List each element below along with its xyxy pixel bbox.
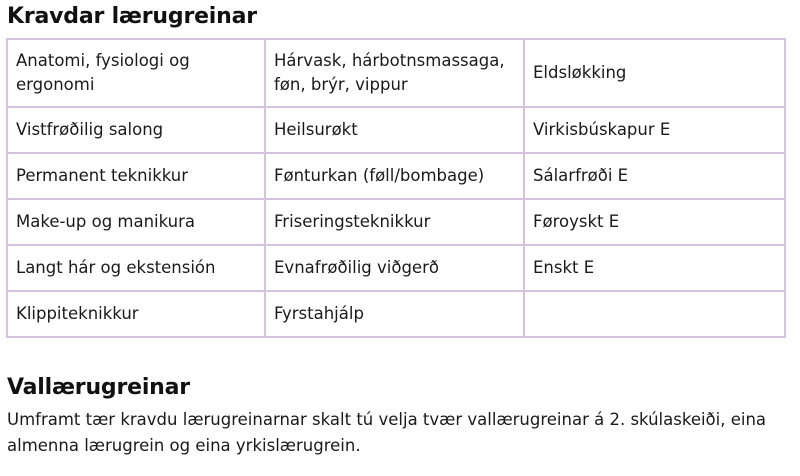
table-cell: Evnafrøðilig viðgerð	[265, 245, 524, 291]
table-cell: Virkisbúskapur E	[524, 107, 785, 153]
table-row	[7, 39, 785, 107]
table-cell: Hárvask, hárbotnsmassaga, føn, brýr, vippur	[265, 39, 524, 107]
table-cell: Enskt E	[524, 245, 785, 291]
table-row	[7, 291, 785, 337]
elective-subjects-heading: Vallærugreinar	[7, 375, 190, 400]
table-cell: Vistfrøðilig salong	[7, 107, 265, 153]
table-cell: Langt hár og ekstensión	[7, 245, 265, 291]
table-row	[7, 199, 785, 245]
table-cell: Fyrstahjálp	[265, 291, 524, 337]
table-cell	[524, 291, 785, 337]
table-cell: Sálarfrøði E	[524, 153, 785, 199]
table-cell: Fønturkan (føll/bombage)	[265, 153, 524, 199]
table-cell: Anatomi, fysiologi og ergonomi	[7, 39, 265, 107]
table-cell: Make-up og manikura	[7, 199, 265, 245]
table-cell: Eldsløkking	[524, 39, 785, 107]
required-subjects-heading: Kravdar lærugreinar	[7, 4, 257, 29]
table-cell: Føroyskt E	[524, 199, 785, 245]
table-cell: Friseringsteknikkur	[265, 199, 524, 245]
table-row	[7, 153, 785, 199]
table-cell: Permanent teknikkur	[7, 153, 265, 199]
elective-description: Umframt tær kravdu lærugreinarnar skalt tú velja tvær vallærugreinar á 2. skúlaskeiði, eina almenna lærugrein og eina yrkislærugrein.	[7, 410, 767, 455]
table-row	[7, 245, 785, 291]
table-row	[7, 107, 785, 153]
required-subjects-table	[6, 38, 786, 338]
table-cell: Klippiteknikkur	[7, 291, 265, 337]
table-cell: Heilsurøkt	[265, 107, 524, 153]
